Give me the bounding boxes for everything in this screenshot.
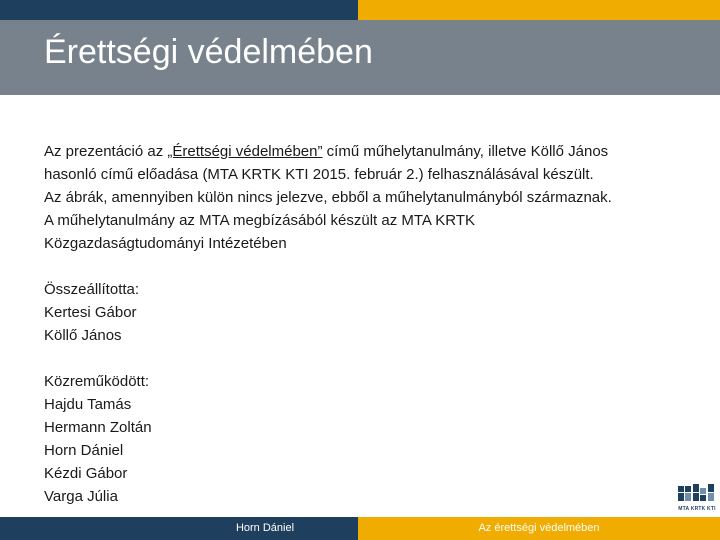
compiled-by-name: Köllő János — [44, 327, 122, 344]
contributor-name: Kézdi Gábor — [44, 465, 128, 482]
top-accent-bar-gold — [358, 0, 720, 20]
contributors-heading: Közreműködött: — [44, 373, 150, 390]
study-link[interactable]: „Érettségi védelmében” — [167, 143, 323, 160]
contributor-name: Hermann Zoltán — [44, 419, 152, 436]
logo-text: MTA KRTK KTI — [678, 506, 716, 512]
intro-text-start: Az prezentáció az — [44, 143, 168, 160]
compiled-by-heading: Összeállította: — [44, 281, 140, 298]
contributors-block — [44, 370, 684, 508]
compiled-by-name: Kertesi Gábor — [44, 304, 137, 321]
top-accent-bar-navy — [0, 0, 358, 20]
contributor-name: Hajdu Tamás — [44, 396, 132, 413]
mta-krtk-kti-logo — [676, 482, 718, 516]
footer-bar-gold — [358, 517, 720, 540]
contributor-name: Horn Dániel — [44, 442, 124, 459]
footer-author: Horn Dániel — [235, 522, 295, 534]
intro-text-line3: Az ábrák, amennyiben külön nincs jelezve, ebből a műhelytanulmányból származnak. — [44, 189, 612, 206]
contributor-name: Varga Júlia — [44, 488, 118, 505]
intro-paragraph — [44, 140, 684, 255]
slide-content — [44, 140, 684, 508]
compiled-by-block — [44, 278, 684, 347]
intro-text-line4: A műhelytanulmány az MTA megbízásából készült az MTA KRTK — [44, 212, 476, 229]
footer-title: Az érettségi védelmében — [478, 522, 600, 534]
intro-text-line2: hasonló című előadása (MTA KRTK KTI 2015. február 2.) felhasználásával készült. — [44, 166, 594, 183]
intro-text-line1-end: című műhelytanulmány, illetve Köllő János — [322, 143, 609, 160]
slide-title: Érettségi védelmében — [44, 33, 373, 71]
logo-blocks-icon — [676, 482, 718, 506]
intro-text-line5: Közgazdaságtudományi Intézetében — [44, 235, 287, 252]
footer-bar-navy — [0, 517, 358, 540]
